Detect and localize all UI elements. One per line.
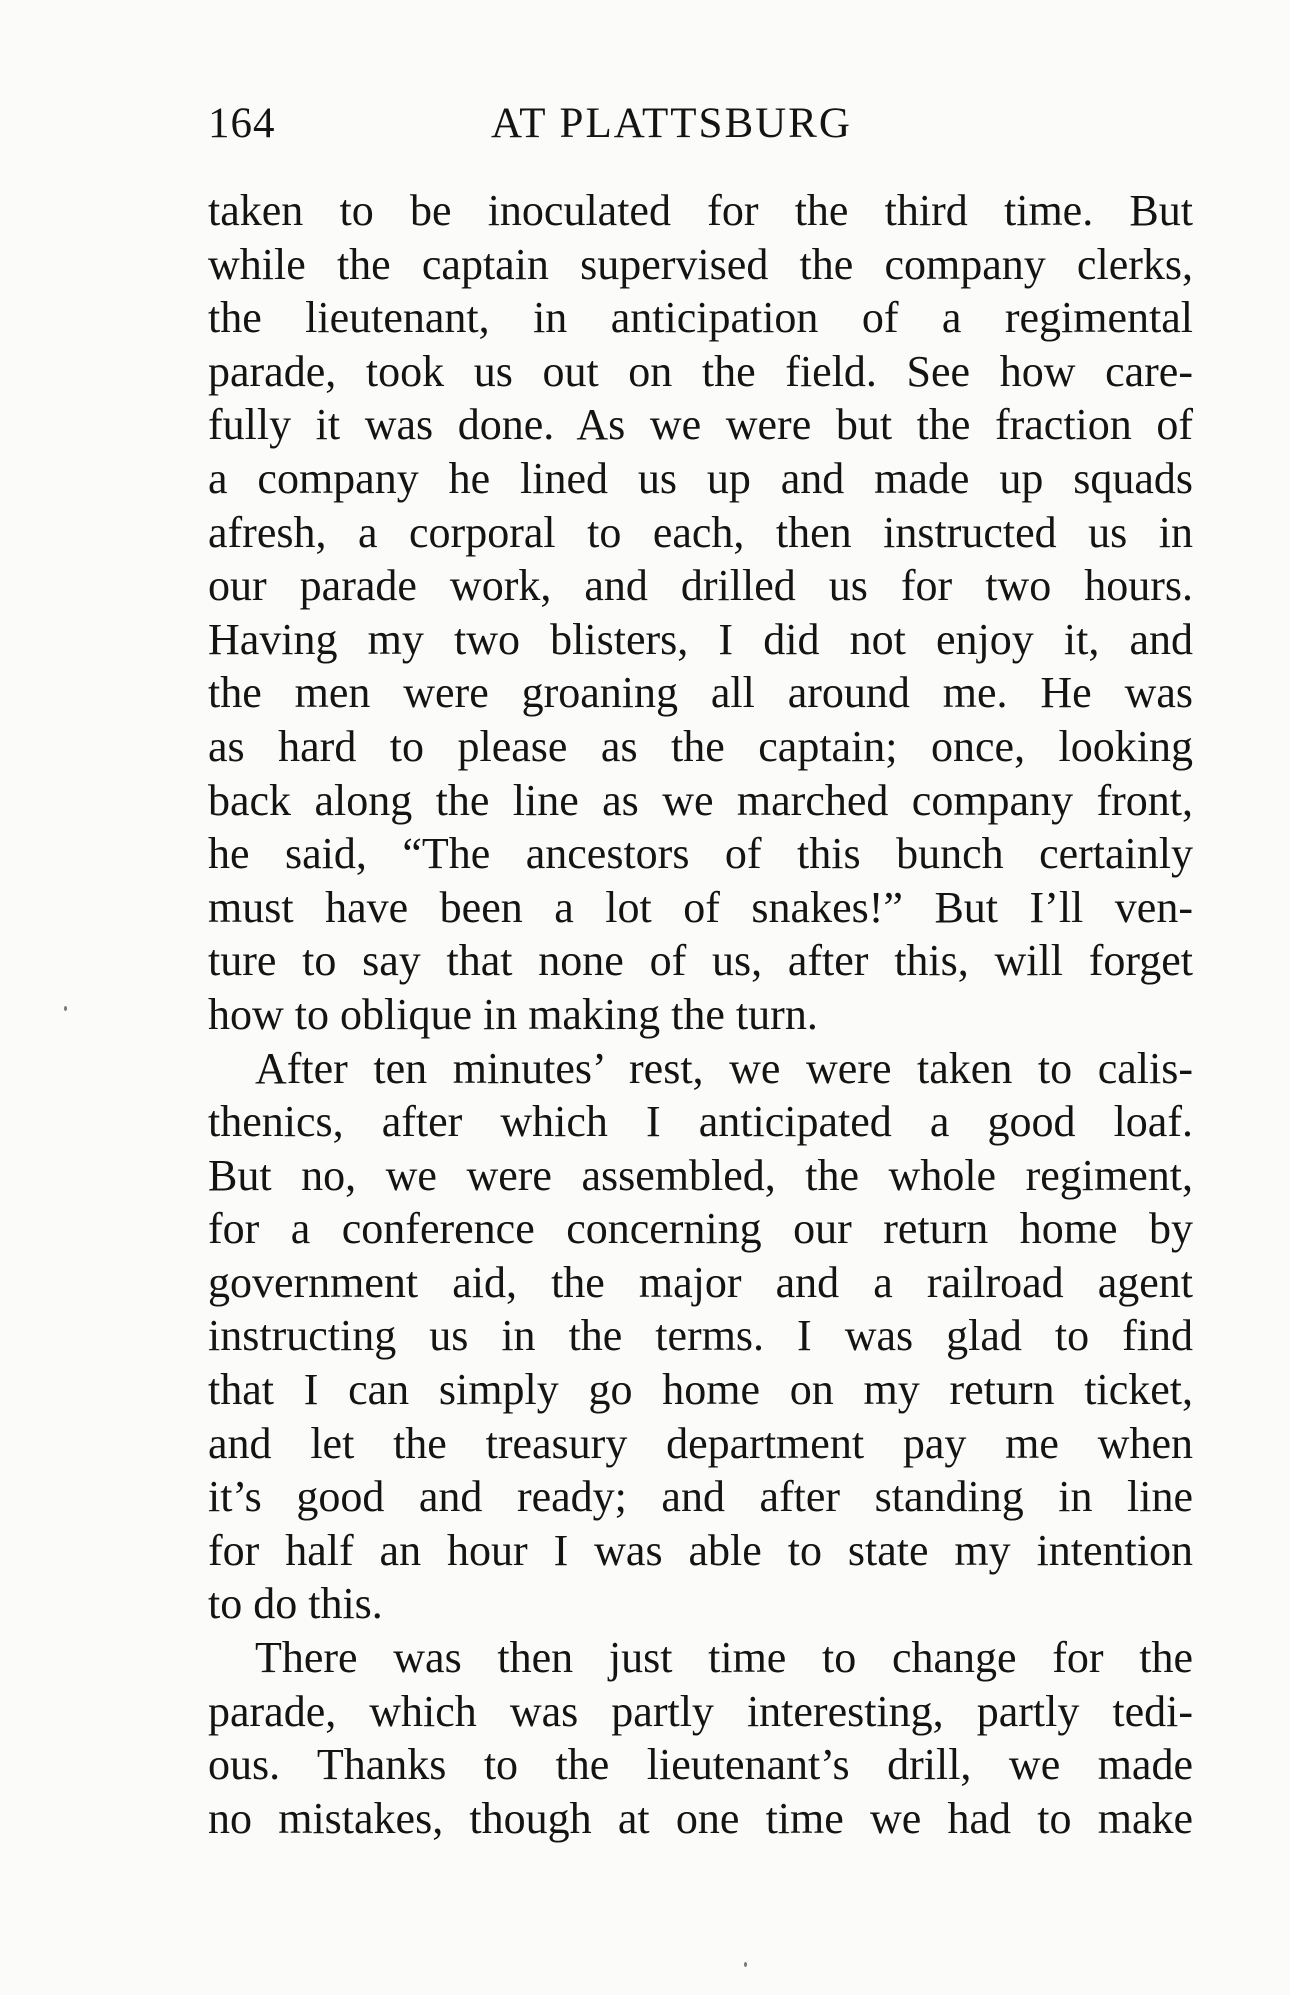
text-line: for a conference concerning our return home by (208, 1204, 1193, 1254)
text-line: and let the treasury department pay me when (208, 1418, 1193, 1468)
text-line: the men were groaning all around me. He was (208, 668, 1193, 718)
text-line: that I can simply go home on my return ticket, (208, 1365, 1193, 1415)
text-line: he said, “The ancestors of this bunch certainly (208, 829, 1193, 879)
text-line: it’s good and ready; and after standing in line (208, 1472, 1193, 1522)
text-line: no mistakes, though at one time we had to make (208, 1793, 1193, 1843)
text-line: ture to say that none of us, after this, will forget (208, 936, 1193, 986)
text-line: our parade work, and drilled us for two hours. (208, 561, 1193, 611)
text-line: a company he lined us up and made up squads (208, 453, 1193, 503)
text-line: back along the line as we marched company front, (208, 775, 1193, 825)
text-line: taken to be inoculated for the third time. But (208, 186, 1193, 235)
text-line: parade, took us out on the field. See how care- (208, 346, 1193, 396)
body-text (208, 184, 1193, 1845)
text-line: the lieutenant, in anticipation of a regimental (208, 293, 1193, 343)
text-line: to do this. (208, 1579, 383, 1629)
running-head (208, 96, 1193, 152)
text-line: fully it was done. As we were but the fraction of (208, 400, 1193, 450)
text-line: Having my two blisters, I did not enjoy it, and (208, 614, 1193, 664)
paper-speck (744, 1962, 747, 1967)
text-line: as hard to please as the captain; once, looking (208, 721, 1193, 771)
text-line: thenics, after which I anticipated a good loaf. (208, 1097, 1193, 1147)
text-line: After ten minutes’ rest, we were taken to calis- (255, 1043, 1193, 1093)
text-line: must have been a lot of snakes!” But I’ll ven- (208, 882, 1193, 932)
text-line: how to oblique in making the turn. (208, 989, 818, 1039)
text-line: while the captain supervised the company clerks, (208, 239, 1193, 289)
page-number: 164 (208, 100, 276, 147)
text-line: But no, we were assembled, the whole regiment, (208, 1150, 1193, 1200)
text-line: for half an hour I was able to state my intention (208, 1525, 1193, 1575)
text-line: ous. Thanks to the lieutenant’s drill, we made (208, 1740, 1193, 1790)
text-line: There was then just time to change for the (255, 1633, 1193, 1683)
text-line: government aid, the major and a railroad agent (208, 1257, 1193, 1307)
text-line: instructing us in the terms. I was glad to find (208, 1311, 1193, 1361)
running-title: AT PLATTSBURG (491, 100, 852, 147)
text-line: parade, which was partly interesting, partly tedi- (208, 1686, 1193, 1736)
text-line: afresh, a corporal to each, then instructed us in (208, 507, 1193, 557)
paper-speck (64, 1006, 67, 1011)
